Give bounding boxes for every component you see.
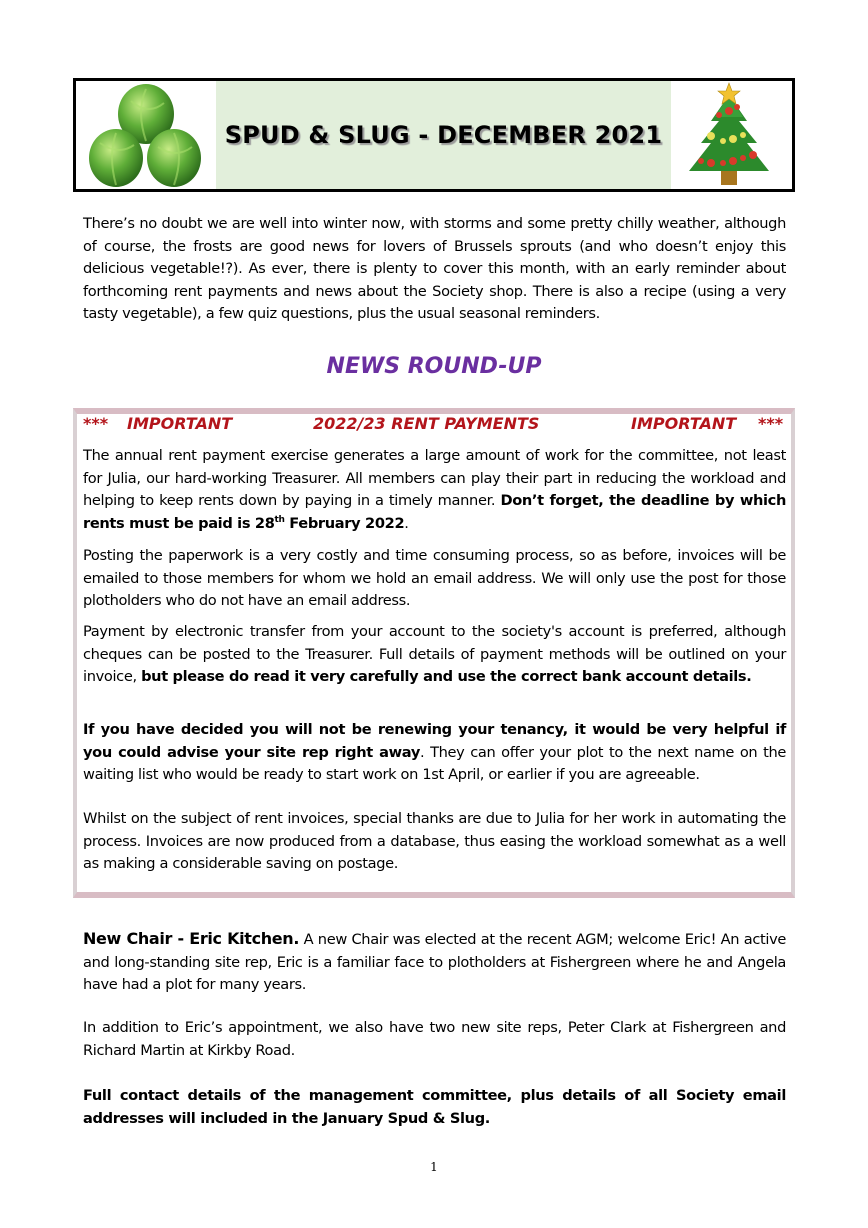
sprout-icon [89, 129, 143, 187]
rent-heading: 2022/23 RENT PAYMENTS [313, 414, 540, 433]
page-number: 1 [430, 1160, 438, 1174]
new-chair-paragraph: New Chair - Eric Kitchen. A new Chair was elected at the recent AGM; welcome Eric! An active and long-standing site rep, Eric is a familiar face to plotholders at Fishergreen where he and Angela have had a plot for many years. [83, 929, 786, 993]
rent-paragraph-3: Payment by electronic transfer from your account to the society's account is preferred, although cheques can be posted to the Treasurer. Full details of payment methods will be outlined on your invoice, but please do read it very carefully and use the correct bank account details. [83, 623, 786, 685]
site-reps-paragraph: In addition to Eric’s appointment, we also have two new site reps, Peter Clark at Fishergreen and Richard Martin at Kirkby Road. [83, 1019, 786, 1059]
brussels-sprouts-image [76, 81, 216, 189]
section-title: NEWS ROUND-UP [326, 354, 542, 379]
title-band [216, 81, 671, 189]
newsletter-title: SPUD & SLUG - DECEMBER 2021 [224, 121, 663, 149]
contact-note: Full contact details of the management committee, plus details of all Society email addresses will included in the January Spud & Slug. [83, 1087, 786, 1127]
christmas-tree-image [671, 81, 792, 189]
rent-paragraph-4: If you have decided you will not be renewing your tenancy, it would be very helpful if you could advise your site rep right away. They can offer your plot to the next name on the waiting list who would be ready to start work on 1st April, or earlier if you are agreeable. [83, 721, 786, 783]
rent-paragraph-5: Whilst on the subject of rent invoices, special thanks are due to Julia for her work in automating the process. Invoices are now produced from a database, thus easing the workload somewhat as a well as making a considerable saving on postage. [83, 810, 786, 872]
stars-right: *** [758, 414, 784, 433]
sprout-icon [147, 129, 201, 187]
stars-left: *** [83, 414, 109, 433]
rent-box-heading [83, 414, 786, 436]
new-chair-heading: New Chair - Eric Kitchen. [83, 929, 300, 948]
rent-paragraph-2: Posting the paperwork is a very costly and time consuming process, so as before, invoices will be emailed to those members for whom we hold an email address. We will only use the post for those plotholders who do not have an email address. [83, 547, 786, 609]
important-left: IMPORTANT [127, 414, 233, 433]
intro-paragraph: There’s no doubt we are well into winter now, with storms and some pretty chilly weather, although of course, the frosts are good news for lovers of Brussels sprouts (and who doesn’t enjoy this delicious vegetable!?). As ever, there is plenty to cover this month, with an early reminder about forthcoming rent payments and news about the Society shop. There is also a recipe (using a very tasty vegetable), a few quiz questions, plus the usual seasonal reminders. [83, 215, 786, 322]
important-right: IMPORTANT [631, 414, 737, 433]
rent-paragraph-1: The annual rent payment exercise generates a large amount of work for the committee, not least for Julia, our hard-working Treasurer. All members can play their part in reducing the workload and helping to keep rents down by paying in a timely manner. Don’t forget, the deadline by which rents must be paid is 28th February 2022. [83, 447, 786, 532]
deadline-text: Don’t forget, the deadline by which rents must be paid is 28th February 2022 [83, 492, 786, 532]
newsletter-header [73, 78, 795, 192]
